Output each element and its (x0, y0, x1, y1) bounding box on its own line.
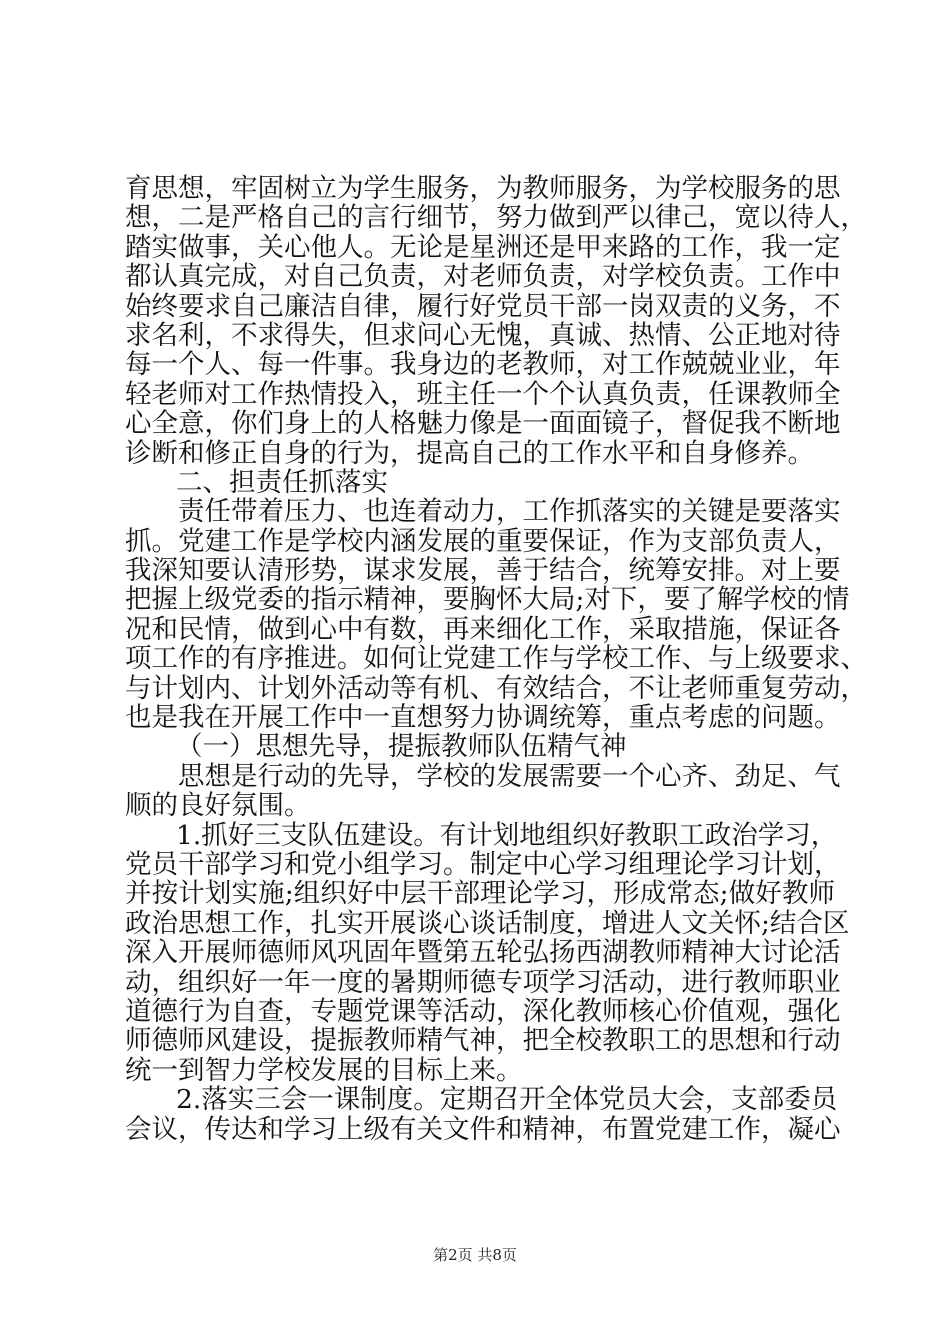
page-number-footer: 第2页 共8页 (433, 1246, 517, 1264)
text-line: 踏实做事，关心他人。无论是星洲还是甲来路的工作，我一定 (125, 231, 841, 263)
text-line: 深入开展师德师风巩固年暨第五轮弘扬西湖教师精神大讨论活 (125, 937, 841, 969)
subsection-heading: （一）思想先导，提振教师队伍精气神 (176, 731, 627, 763)
text-line: 诊断和修正自身的行为，提高自己的工作水平和自身修养。 (125, 437, 814, 469)
text-line: 道德行为自查，专题党课等活动，深化教师核心价值观，强化 (125, 995, 841, 1027)
text-line: 轻老师对工作热情投入，班主任一个个认真负责，任课教师全 (125, 378, 841, 410)
text-line: 动，组织好一年一度的暑期师德专项学习活动，进行教师职业 (125, 966, 841, 998)
text-line: 也是我在开展工作中一直想努力协调统筹，重点考虑的问题。 (125, 702, 841, 734)
text-line: 2.落实三会一课制度。定期召开全体党员大会，支部委员 (176, 1084, 838, 1116)
text-line: 与计划内、计划外活动等有机、有效结合，不让老师重复劳动， (125, 672, 867, 704)
text-line: 况和民情，做到心中有数，再来细化工作，采取措施，保证各 (125, 613, 841, 645)
text-line: 思想是行动的先导，学校的发展需要一个心齐、劲足、气 (178, 760, 841, 792)
text-line: 师德师风建设，提振教师精气神，把全校教职工的思想和行动 (125, 1025, 841, 1057)
document-body (125, 173, 867, 1145)
text-line: 想，二是严格自己的言行细节，努力做到严以律己，宽以待人， (125, 202, 867, 234)
text-line: 抓。党建工作是学校内涵发展的重要保证，作为支部负责人， (125, 525, 841, 557)
text-line: 每一个人、每一件事。我身边的老教师，对工作兢兢业业，年 (125, 349, 841, 381)
text-line: 把握上级党委的指示精神，要胸怀大局;对下，要了解学校的情 (125, 584, 850, 616)
text-line: 我深知要认清形势，谋求发展，善于结合，统筹安排。对上要 (125, 555, 841, 587)
text-line: 心全意，你们身上的人格魅力像是一面面镜子，督促我不断地 (125, 408, 841, 440)
text-line: 顺的良好氛围。 (125, 790, 311, 822)
text-line: 统一到智力学校发展的目标上来。 (125, 1054, 523, 1086)
text-line: 始终要求自己廉洁自律，履行好党员干部一岗双责的义务，不 (125, 290, 841, 322)
text-line: 求名利，不求得失，但求问心无愧，真诚、热情、公正地对待 (125, 319, 841, 351)
text-line: 都认真完成，对自己负责，对老师负责，对学校负责。工作中 (125, 261, 841, 293)
text-line: 1.抓好三支队伍建设。有计划地组织好教职工政治学习， (176, 819, 838, 851)
text-line: 并按计划实施;组织好中层干部理论学习，形成常态;做好教师 (125, 878, 835, 910)
text-line: 育思想，牢固树立为学生服务，为教师服务，为学校服务的思 (125, 173, 841, 204)
text-line: 政治思想工作，扎实开展谈心谈话制度，增进人文关怀;结合区 (125, 907, 850, 939)
text-line: 责任带着压力、也连着动力，工作抓落实的关键是要落实 (178, 496, 841, 528)
text-line: 项工作的有序推进。如何让党建工作与学校工作、与上级要求、 (125, 643, 867, 675)
section-heading: 二、担责任抓落实 (176, 466, 388, 498)
text-line: 党员干部学习和党小组学习。制定中心学习组理论学习计划， (125, 848, 841, 880)
text-line: 会议，传达和学习上级有关文件和精神，布置党建工作，凝心 (125, 1113, 841, 1145)
